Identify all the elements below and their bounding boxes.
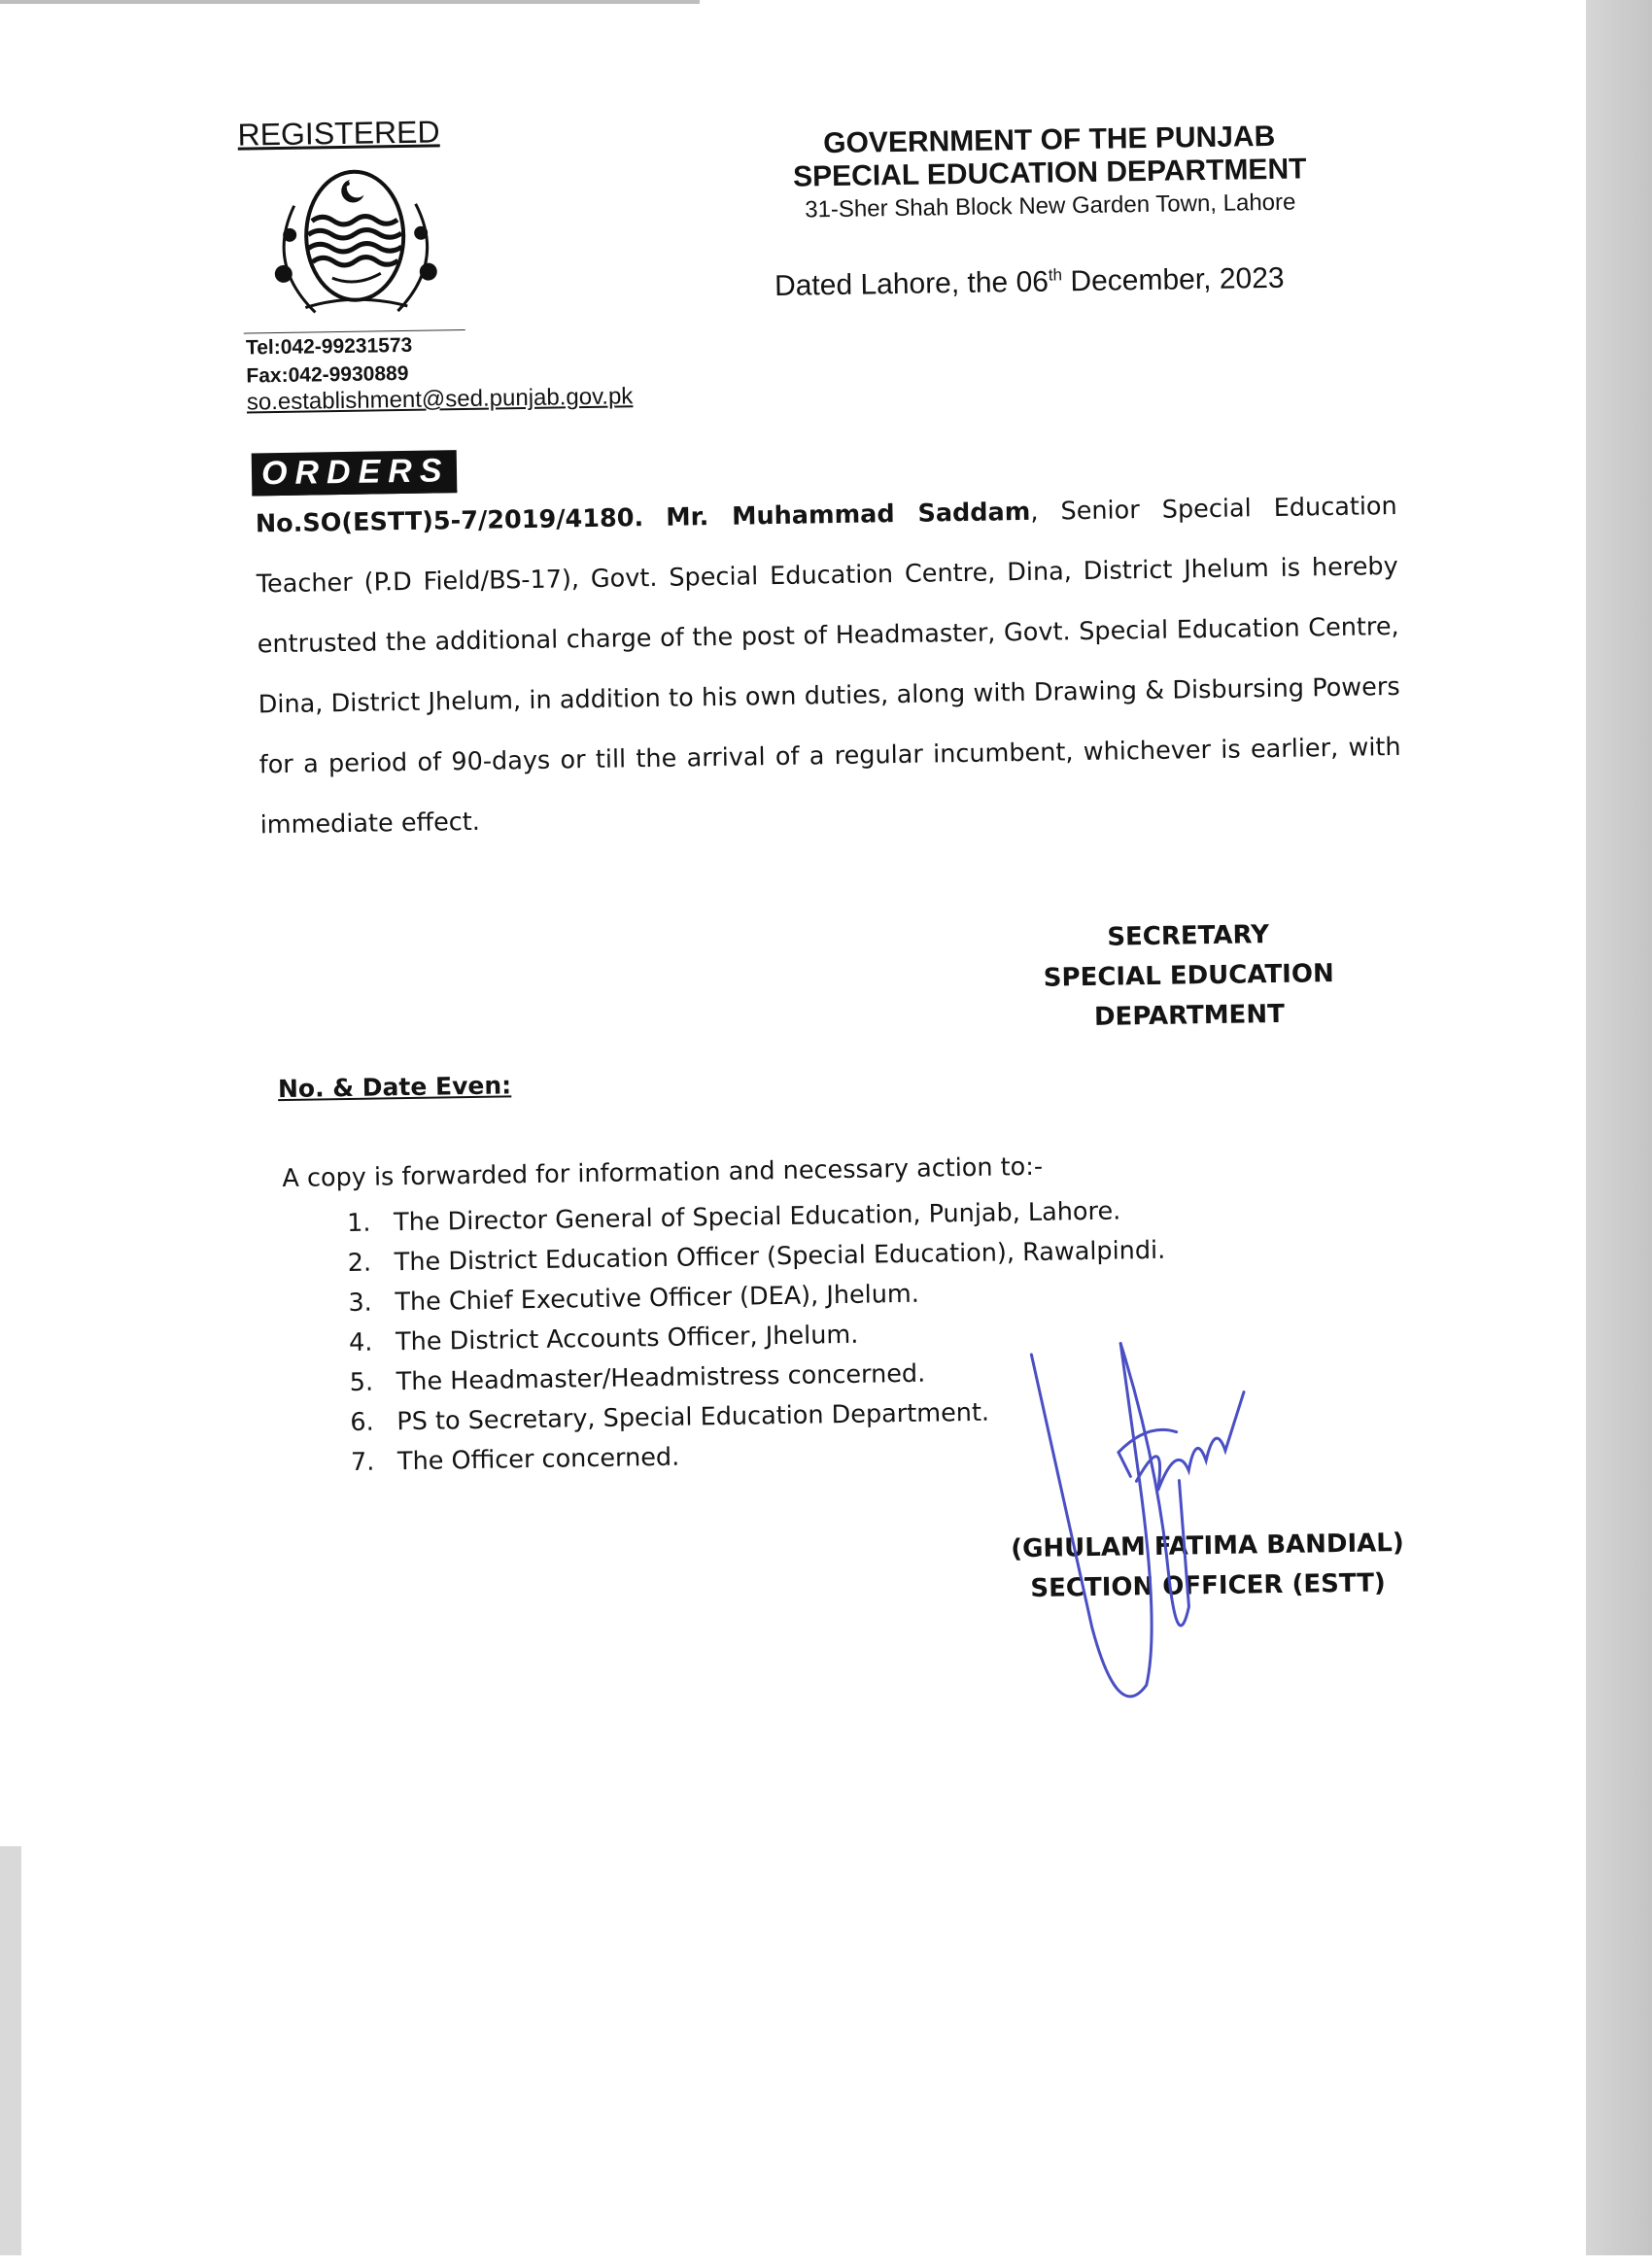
secretary-line: DEPARTMENT (1093, 999, 1286, 1032)
item-number: 1. (346, 1208, 371, 1239)
item-number: 4. (348, 1327, 373, 1357)
item-text: The District Education Officer (Special Education), Rawalpindi. (394, 1235, 1166, 1278)
secretary-block (1022, 914, 1355, 1039)
item-text: PS to Secretary, Special Education Department. (396, 1397, 990, 1437)
item-number: 2. (347, 1248, 372, 1279)
endorsement-intro: A copy is forwarded for information and necessary action to:- (282, 1151, 1044, 1194)
endorsement-heading: No. & Date Even: (277, 1071, 512, 1104)
order-number: No.SO(ESTT)5-7/2019/4180. (255, 503, 644, 539)
date-line: Dated Lahore, the 06th December, 2023 (774, 261, 1285, 302)
handwritten-signature (1019, 1332, 1317, 1726)
item-number: 5. (349, 1367, 374, 1397)
department-address: 31-Sher Shah Block New Garden Town, Lahore (805, 189, 1296, 223)
item-number: 6. (350, 1407, 374, 1437)
item-text: The Officer concerned. (396, 1442, 680, 1477)
secretary-line: SPECIAL EDUCATION (1043, 959, 1334, 993)
item-text: The Chief Executive Officer (DEA), Jhelum. (395, 1279, 920, 1318)
divider (244, 329, 465, 334)
item-text: The Headmaster/Headmistress concerned. (396, 1358, 926, 1397)
order-body (255, 476, 1402, 855)
signatory-designation: SECTION OFFICER (ESTT) (1030, 1568, 1387, 1604)
order-text: , Senior Special Education Teacher (P.D Field/BS-17), Govt. Special Education Centre, Dina, District Jhelum is hereby entrusted the additional charge of the post of Headmaster, Govt. Special Education Centre, Dina, District Jhelum, in addition to his own duties, along with Drawing & Disbursing Powers for a period of 90-days or till the arrival of a regular incumbent, whichever is earlier, with immediate effect. (256, 491, 1401, 841)
orders-heading: ORDERS (252, 450, 458, 496)
punjab-government-logo (255, 164, 456, 323)
item-number: 3. (348, 1288, 373, 1319)
telephone: Tel:042-99231573 (245, 333, 413, 360)
fax: Fax:042-9930889 (246, 361, 409, 388)
government-title: GOVERNMENT OF THE PUNJAB (822, 120, 1276, 160)
registered-label: REGISTERED (237, 114, 440, 153)
item-number: 7. (350, 1447, 375, 1477)
secretary-line: SECRETARY (1107, 920, 1270, 952)
department-title: SPECIAL EDUCATION DEPARTMENT (792, 153, 1307, 193)
item-text: The District Accounts Officer, Jhelum. (395, 1320, 859, 1357)
item-text: The Director General of Special Education, Punjab, Lahore. (393, 1196, 1121, 1238)
email-link[interactable]: so.establishment@sed.punjab.gov.pk (246, 383, 634, 416)
signatory-name: (GHULAM FATIMA BANDIAL) (1010, 1528, 1404, 1564)
officer-name: Mr. Muhammad Saddam (666, 497, 1031, 532)
